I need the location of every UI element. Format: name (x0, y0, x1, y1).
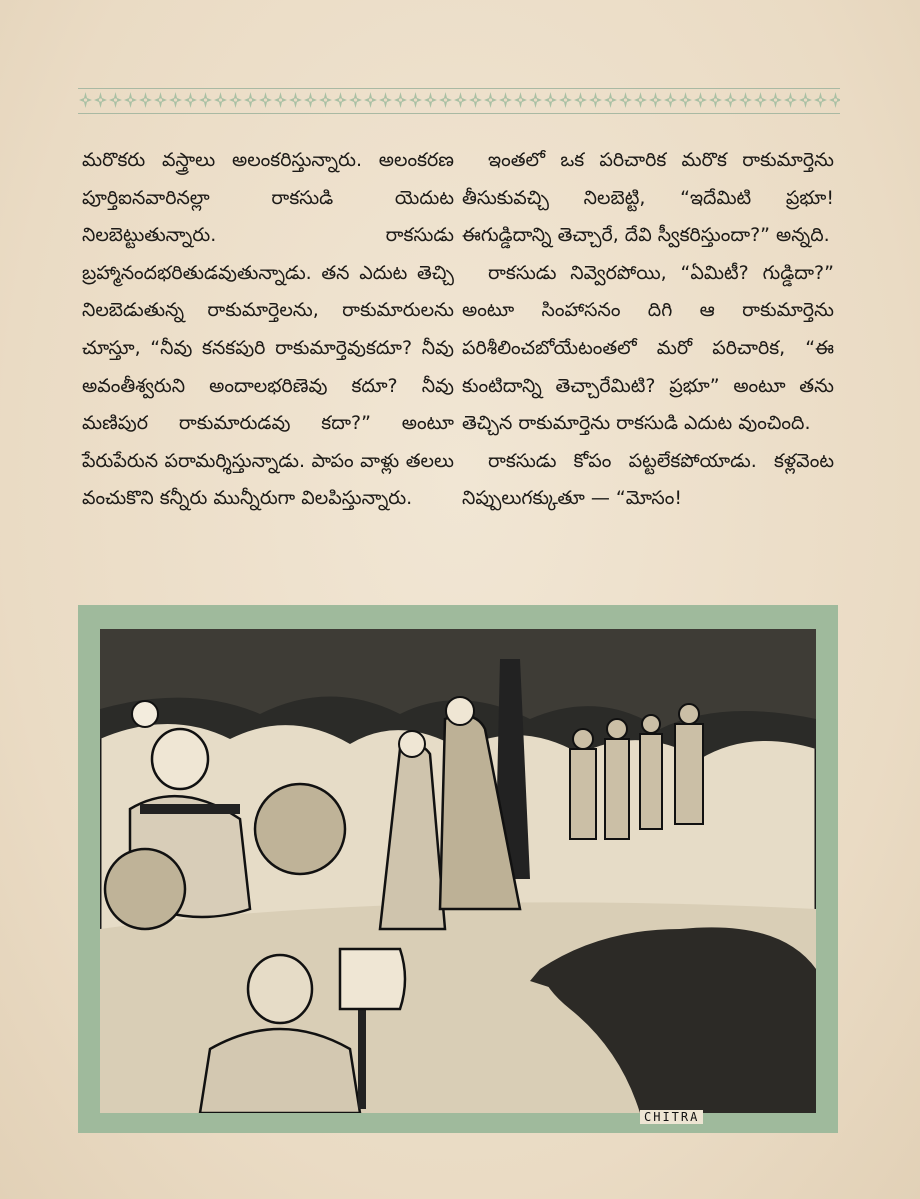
right-text-column (462, 142, 834, 518)
illustration-panel (78, 605, 838, 1133)
paragraph: మరొకరు వస్త్రాలు అలంకరిస్తున్నారు. అలంకరణ పూర్తిఐనవారినల్లా రాకసుడి యెదుట నిలబెట్టుతున్నారు. రాకసుడు బ్రహ్మానందభరితుడవుతున్నాడు. తన ఎదుట తెచ్చి నిలబెడుతున్న రాకుమార్తెలను, రాకుమారులను చూస్తూ, “నీవు కనకపురి రాకుమార్తెవుకదూ? నీవు అవంతీశ్వరుని అందాలభరిణెవు కదూ? నీవు మణిపుర రాకుమారుడవు కదా?” అంటూ పేరుపేరున పరామర్శిస్తున్నాడు. పాపం వాళ్లు తలలు వంచుకొని కన్నీరు మున్నీరుగా విలపిస్తున్నారు. (82, 149, 454, 510)
paragraph: రాకసుడు కోపం పట్టలేకపోయాడు. కళ్లవెంట నిప్పులుగక్కుతూ — “మోసం! (462, 449, 834, 510)
paragraph: ఇంతలో ఒక పరిచారిక మరొక రాకుమార్తెను తీసుకువచ్చి నిలబెట్టి, “ఇదేమిటి ప్రభూ! ఈగుడ్డిదాన్ని తెచ్చారే, దేవి స్వీకరిస్తుందా?” అన్నది. (462, 149, 834, 247)
illustration-image (100, 629, 816, 1113)
border-pattern-icon (78, 89, 840, 111)
paragraph: రాకసుడు నివ్వెరపోయి, “ఏమిటీ? గుడ్డిదా?” అంటూ సింహాసనం దిగి ఆ రాకుమార్తెను పరిశీలించబోయేటంతలో మరో పరిచారిక, “ఈ కుంటిదాన్ని తెచ్చారేమిటి? ప్రభూ” అంటూ తను తెచ్చిన రాకుమార్తెను రాకసుడి ఎదుట వుంచింది. (462, 261, 834, 435)
illustrator-signature: CHITRA (640, 1110, 703, 1124)
left-text-column (82, 142, 454, 518)
decorative-border (78, 88, 840, 114)
